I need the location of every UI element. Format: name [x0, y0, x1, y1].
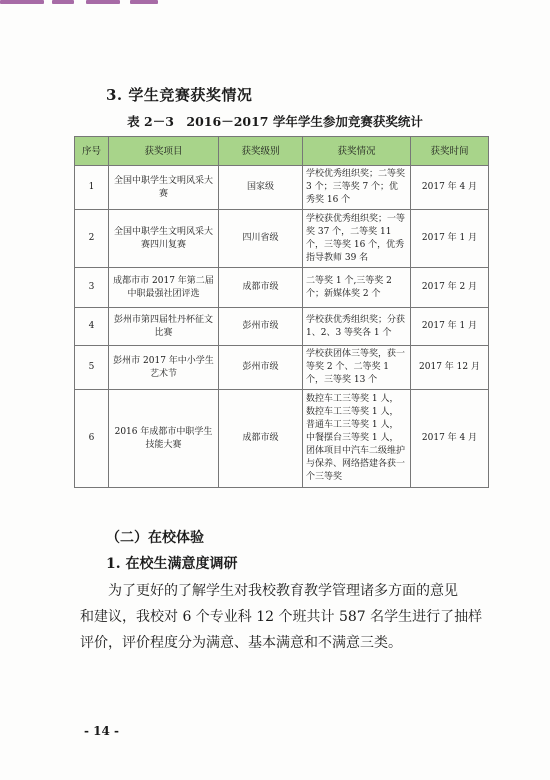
- header-cell-detail: 获奖情况: [303, 137, 411, 166]
- table-row: [75, 268, 489, 308]
- cell-project: 全国中职学生文明风采大赛: [109, 166, 219, 210]
- cell-detail: 二等奖 1 个,三等奖 2 个；新媒体奖 2 个: [303, 268, 411, 308]
- page-number: - 14 -: [84, 724, 120, 738]
- cell-detail: 数控车工三等奖 1 人，数控车工三等奖 1 人，普通车工三等奖 1 人，中餐摆台三等奖 1 人，团体项目中汽车二级维护与保养、网络搭建各获一个三等奖: [303, 390, 411, 488]
- cell-detail: 学校优秀组织奖；二等奖 3 个；三等奖 7 个；优秀奖 16 个: [303, 166, 411, 210]
- cell-project: 全国中职学生文明风采大赛四川复赛: [109, 210, 219, 268]
- subheading: （二）在校体验: [106, 530, 204, 546]
- cell-no: 2: [75, 210, 109, 268]
- cell-project: 2016 年成都市中职学生技能大赛: [109, 390, 219, 488]
- cell-project: 彭州市第四届牡丹杯征文比赛: [109, 308, 219, 346]
- cell-time: 2017 年 4 月: [411, 166, 489, 210]
- cell-project: 彭州市 2017 年中小学生艺术节: [109, 346, 219, 390]
- paragraph-line: 和建议，我校对 6 个专业科 12 个班共计 587 名学生进行了抽样: [80, 609, 483, 625]
- table-row: [75, 308, 489, 346]
- cell-detail: 学校获优秀组织奖；分获 1、2、3 等奖各 1 个: [303, 308, 411, 346]
- cell-no: 3: [75, 268, 109, 308]
- cell-time: 2017 年 1 月: [411, 210, 489, 268]
- cell-level: 彭州市级: [219, 346, 303, 390]
- cell-no: 5: [75, 346, 109, 390]
- table-row: [75, 166, 489, 210]
- cell-time: 2017 年 4 月: [411, 390, 489, 488]
- body-paragraph: [80, 578, 483, 656]
- awards-table: [74, 136, 489, 488]
- cell-time: 2017 年 2 月: [411, 268, 489, 308]
- table-caption: 表 2－3 2016－2017 学年学生参加竞赛获奖统计: [127, 114, 423, 129]
- cell-no: 6: [75, 390, 109, 488]
- cell-project: 成都市市 2017 年第二届中职最强社团评选: [109, 268, 219, 308]
- header-decoration-bar: [0, 0, 160, 6]
- header-cell-no: 序号: [75, 137, 109, 166]
- cell-level: 成都市级: [219, 390, 303, 488]
- cell-time: 2017 年 1 月: [411, 308, 489, 346]
- cell-detail: 学校获优秀组织奖；一等奖 37 个，二等奖 11 个，三等奖 16 个，优秀指导教师 39 名: [303, 210, 411, 268]
- table-row: [75, 346, 489, 390]
- header-cell-project: 获奖项目: [109, 137, 219, 166]
- section-title: 3. 学生竞赛获奖情况: [106, 86, 253, 104]
- cell-no: 4: [75, 308, 109, 346]
- header-cell-time: 获奖时间: [411, 137, 489, 166]
- cell-detail: 学校获团体三等奖，获一等奖 2 个、二等奖 1 个，三等奖 13 个: [303, 346, 411, 390]
- paragraph-line: 评价，评价程度分为满意、基本满意和不满意三类。: [80, 635, 402, 651]
- table-row: [75, 210, 489, 268]
- cell-no: 1: [75, 166, 109, 210]
- table-row: [75, 390, 489, 488]
- subsubheading: 1. 在校生满意度调研: [106, 556, 238, 572]
- cell-level: 国家级: [219, 166, 303, 210]
- cell-level: 成都市级: [219, 268, 303, 308]
- paragraph-line: 为了更好的了解学生对我校教育教学管理诸多方面的意见: [80, 583, 458, 599]
- cell-level: 彭州市级: [219, 308, 303, 346]
- cell-level: 四川省级: [219, 210, 303, 268]
- header-cell-level: 获奖级别: [219, 137, 303, 166]
- cell-time: 2017 年 12 月: [411, 346, 489, 390]
- table-header-row: [75, 137, 489, 166]
